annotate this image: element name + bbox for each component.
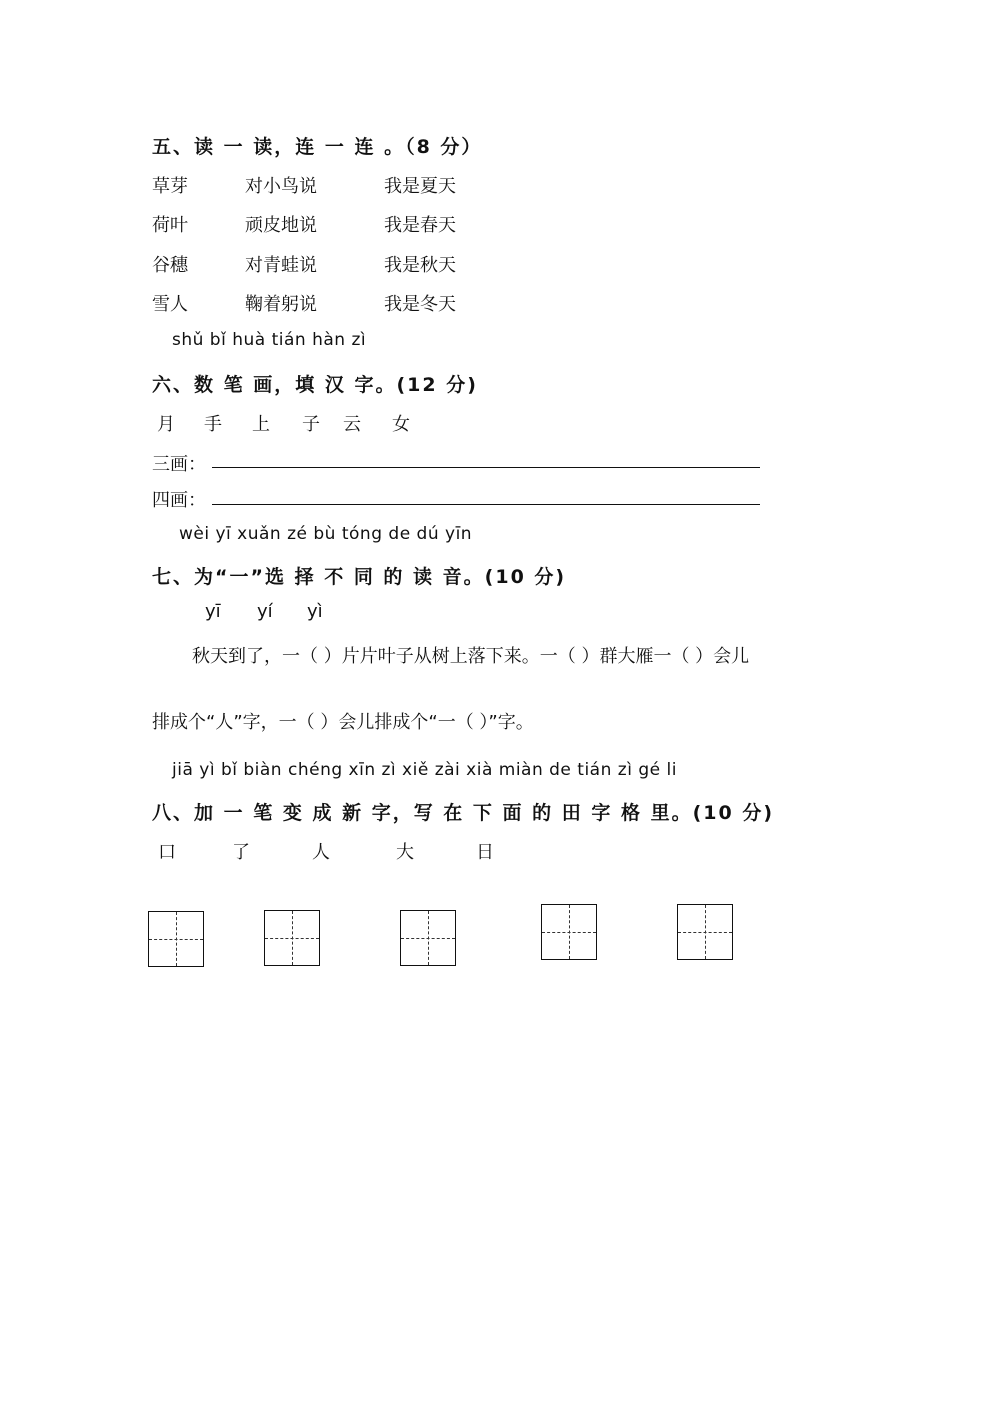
match-item-left: 谷穗 <box>152 255 188 276</box>
section5-title: 五、读 一 读，连 一 连 。（8 分） <box>152 136 483 158</box>
tianzige-box-1[interactable] <box>148 911 204 967</box>
stroke-char: 子 <box>302 414 320 435</box>
section8-title: 八、加 一 笔 变 成 新 字，写 在 下 面 的 田 字 格 里。(10 分) <box>152 802 775 824</box>
section7-pinyin: wèi yī xuǎn zé bù tóng de dú yīn <box>179 524 473 544</box>
match-item-left: 雪人 <box>152 294 188 315</box>
match-item-middle: 鞠着躬说 <box>245 294 317 315</box>
match-item-right: 我是秋天 <box>384 255 456 276</box>
three-strokes-label: 三画： <box>152 454 206 475</box>
stroke-char: 月 <box>157 414 175 435</box>
match-item-middle: 顽皮地说 <box>245 215 317 236</box>
base-char: 日 <box>476 842 494 863</box>
four-strokes-label: 四画： <box>152 490 206 511</box>
section6-pinyin: shǔ bǐ huà tián hàn zì <box>172 330 367 350</box>
match-item-middle: 对小鸟说 <box>245 176 317 197</box>
tianzige-box-4[interactable] <box>541 904 597 960</box>
reading-option-1: yī <box>205 601 221 622</box>
four-strokes-answer-line[interactable] <box>212 504 760 505</box>
tianzige-box-3[interactable] <box>400 910 456 966</box>
match-item-left: 草芽 <box>152 176 188 197</box>
base-char: 大 <box>396 842 414 863</box>
match-item-right: 我是冬天 <box>384 294 456 315</box>
match-item-right: 我是春天 <box>384 215 456 236</box>
stroke-char: 女 <box>392 414 410 435</box>
base-char: 了 <box>232 842 250 863</box>
passage-line-2: 排成个“人”字，一（ ）会儿排成个“一（ ）”字。 <box>152 712 534 733</box>
base-char: 口 <box>158 842 176 863</box>
tianzige-box-2[interactable] <box>264 910 320 966</box>
match-item-middle: 对青蛙说 <box>245 255 317 276</box>
section6-title: 六、数 笔 画，填 汉 字。(12 分) <box>152 374 478 396</box>
section8-pinyin: jiā yì bǐ biàn chéng xīn zì xiě zài xià miàn de tián zì gé li <box>172 760 677 780</box>
section7-title: 七、为“一”选 择 不 同 的 读 音。(10 分) <box>152 566 567 588</box>
passage-line-1: 秋天到了，一（ ）片片叶子从树上落下来。一（ ）群大雁一（ ）会儿 <box>192 646 750 667</box>
match-item-left: 荷叶 <box>152 215 188 236</box>
reading-option-3: yì <box>307 601 323 622</box>
stroke-char: 上 <box>252 414 270 435</box>
tianzige-box-5[interactable] <box>677 904 733 960</box>
stroke-char: 云 <box>343 414 361 435</box>
stroke-char: 手 <box>204 414 222 435</box>
base-char: 人 <box>312 842 330 863</box>
reading-option-2: yí <box>257 601 273 622</box>
three-strokes-answer-line[interactable] <box>212 467 760 468</box>
match-item-right: 我是夏天 <box>384 176 456 197</box>
